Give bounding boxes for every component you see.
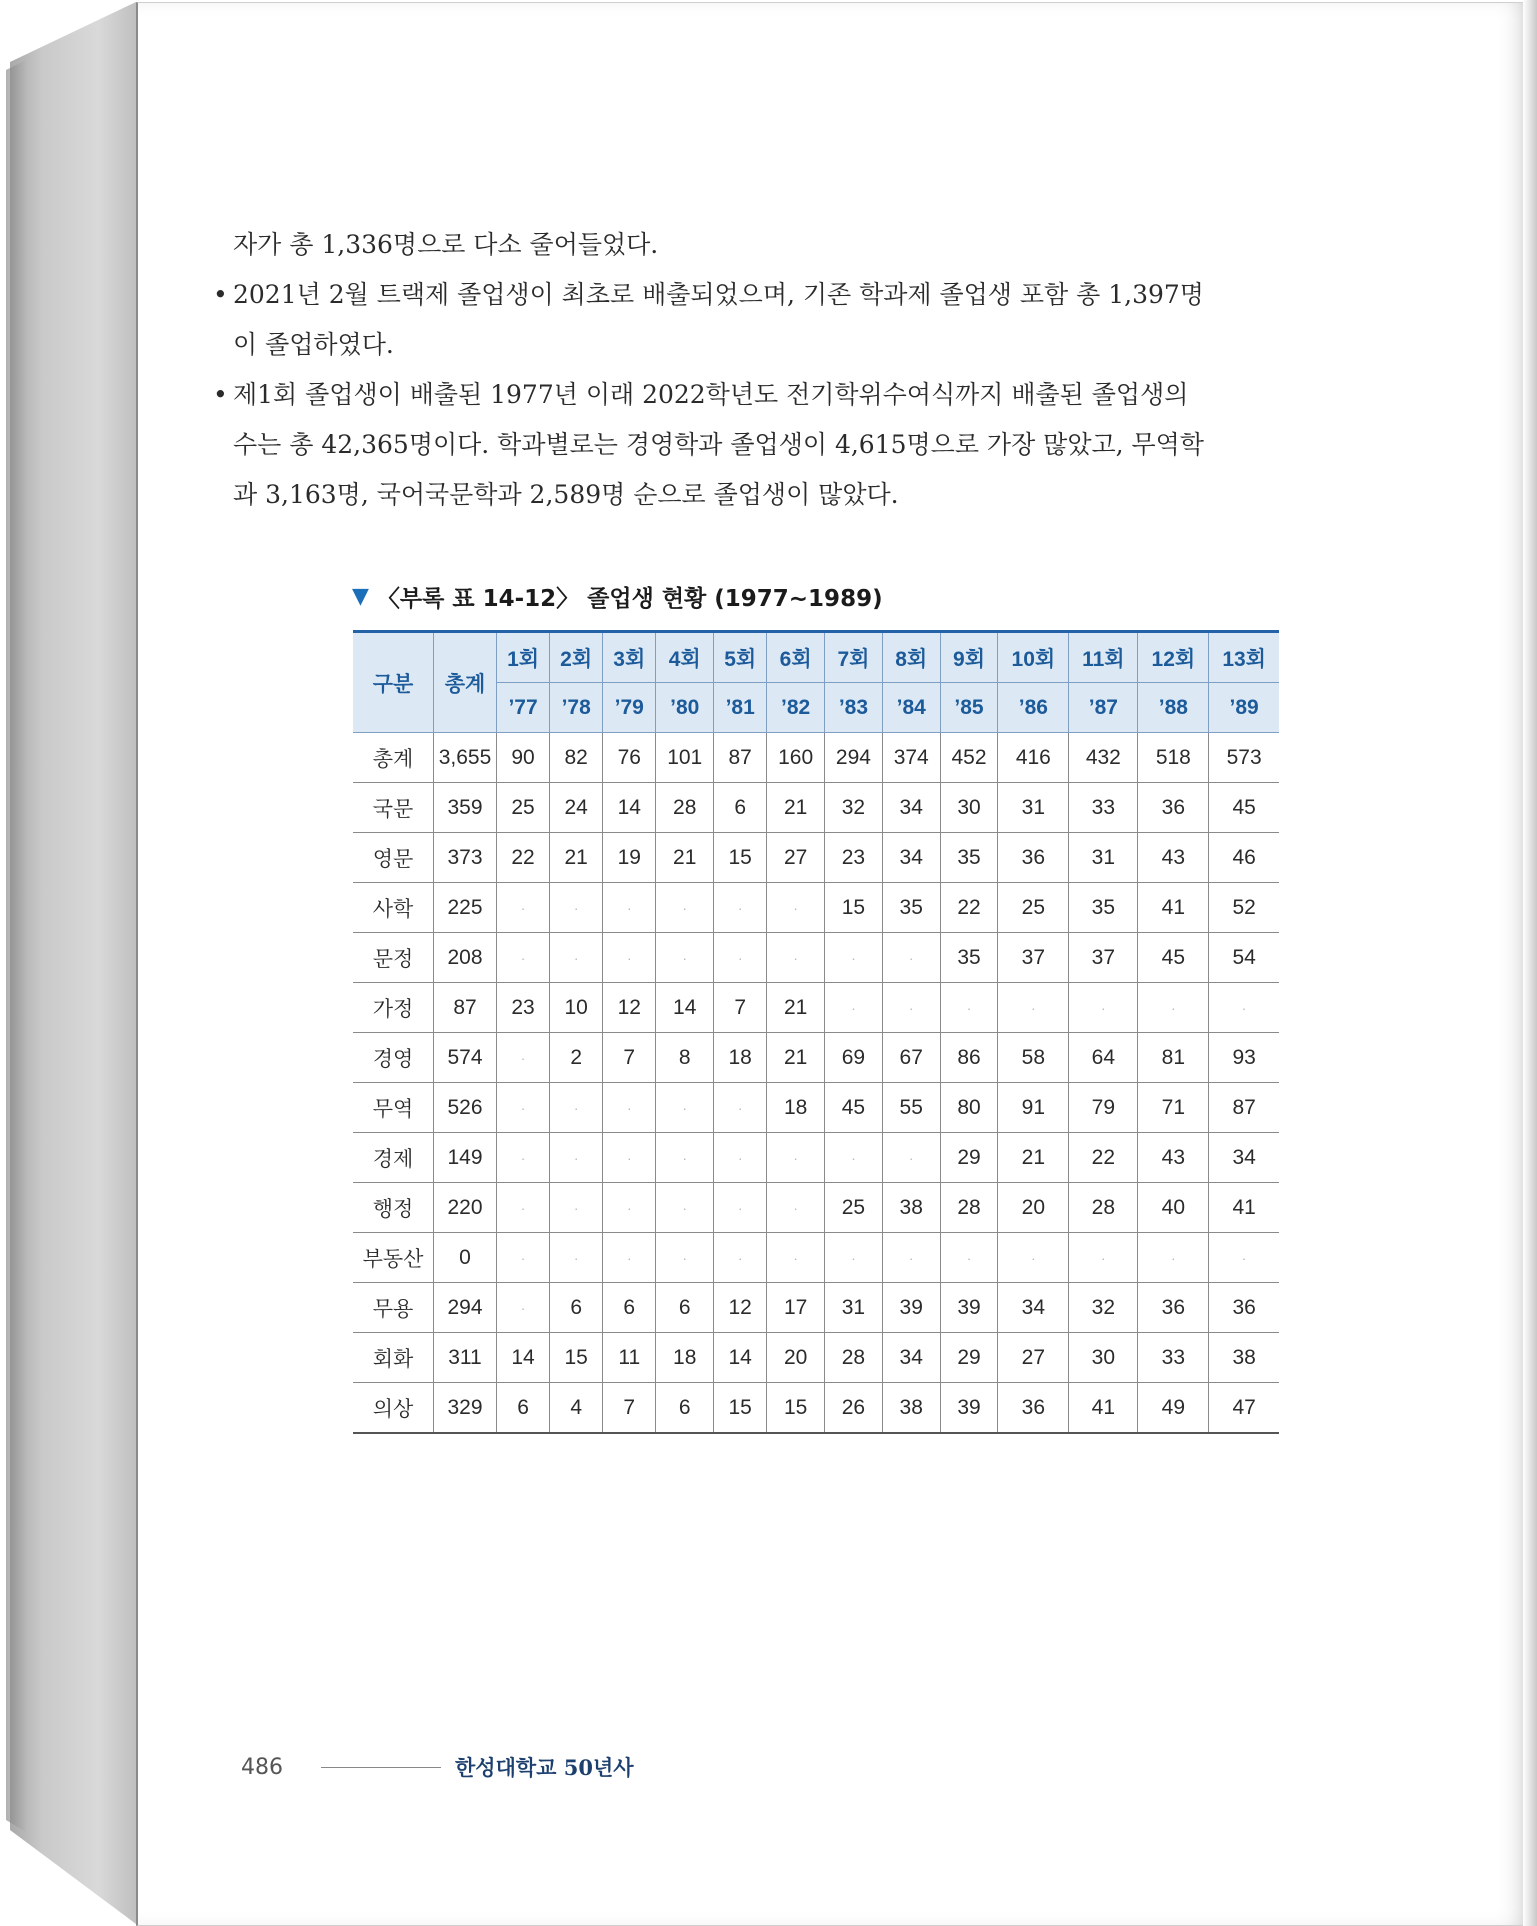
header-year: ’84 bbox=[882, 683, 940, 733]
table-cell: 15 bbox=[767, 1383, 825, 1434]
header-round: 6회 bbox=[767, 632, 825, 683]
bullet-item bbox=[213, 270, 1287, 370]
table-cell: · bbox=[656, 883, 714, 933]
table-cell: 43 bbox=[1138, 1133, 1209, 1183]
table-cell: 18 bbox=[767, 1083, 825, 1133]
row-label: 영문 bbox=[353, 833, 434, 883]
header-year: ’78 bbox=[550, 683, 603, 733]
table-cell: 15 bbox=[550, 1333, 603, 1383]
table-cell: 31 bbox=[825, 1283, 883, 1333]
table-cell: 15 bbox=[825, 883, 883, 933]
table-cell: 69 bbox=[825, 1033, 883, 1083]
table-cell: 71 bbox=[1138, 1083, 1209, 1133]
row-total: 373 bbox=[434, 833, 497, 883]
table-cell: 21 bbox=[767, 783, 825, 833]
table-cell: 37 bbox=[1069, 933, 1138, 983]
table-cell: 101 bbox=[656, 733, 714, 783]
table-cell: · bbox=[1069, 1233, 1138, 1283]
table-cell: · bbox=[656, 1083, 714, 1133]
row-total: 149 bbox=[434, 1133, 497, 1183]
table-cell: 12 bbox=[603, 983, 656, 1033]
table-cell: 28 bbox=[656, 783, 714, 833]
table-cell: 38 bbox=[1209, 1333, 1279, 1383]
table-cell: · bbox=[1138, 983, 1209, 1033]
table-cell: 18 bbox=[714, 1033, 767, 1083]
row-label: 의상 bbox=[353, 1383, 434, 1434]
table-cell: 45 bbox=[825, 1083, 883, 1133]
table-row bbox=[353, 1233, 1279, 1283]
table-cell: · bbox=[714, 1083, 767, 1133]
bullet-line: 2021년 2월 트랙제 졸업생이 최초로 배출되었으며, 기존 학과제 졸업생 포함 총 1,397명 bbox=[233, 280, 1204, 309]
header-year: ’83 bbox=[825, 683, 883, 733]
table-cell: 2 bbox=[550, 1033, 603, 1083]
header-round: 4회 bbox=[656, 632, 714, 683]
row-label: 무역 bbox=[353, 1083, 434, 1133]
table-cell: · bbox=[550, 933, 603, 983]
table-cell: 12 bbox=[714, 1283, 767, 1333]
body-text bbox=[213, 220, 1287, 520]
table-cell: 15 bbox=[714, 833, 767, 883]
row-label: 경제 bbox=[353, 1133, 434, 1183]
table-cell: 28 bbox=[1069, 1183, 1138, 1233]
header-round: 5회 bbox=[714, 632, 767, 683]
row-label: 문정 bbox=[353, 933, 434, 983]
page-footer bbox=[241, 1752, 634, 1782]
table-cell: 90 bbox=[497, 733, 550, 783]
table-cell: 6 bbox=[656, 1283, 714, 1333]
table-cell: 15 bbox=[714, 1383, 767, 1434]
table-cell: 21 bbox=[767, 1033, 825, 1083]
row-total: 574 bbox=[434, 1033, 497, 1083]
table-cell: · bbox=[825, 1133, 883, 1183]
table-cell: 6 bbox=[603, 1283, 656, 1333]
row-total: 311 bbox=[434, 1333, 497, 1383]
table-cell: 22 bbox=[497, 833, 550, 883]
table-cell: 30 bbox=[1069, 1333, 1138, 1383]
table-cell: · bbox=[825, 933, 883, 983]
header-year: ’89 bbox=[1209, 683, 1279, 733]
table-cell: · bbox=[550, 1233, 603, 1283]
table-cell: 33 bbox=[1138, 1333, 1209, 1383]
table-cell: 25 bbox=[497, 783, 550, 833]
table-cell: 86 bbox=[940, 1033, 998, 1083]
table-cell: 24 bbox=[550, 783, 603, 833]
header-year: ’82 bbox=[767, 683, 825, 733]
table-cell: 49 bbox=[1138, 1383, 1209, 1434]
table-cell: · bbox=[714, 1133, 767, 1183]
row-total: 3,655 bbox=[434, 733, 497, 783]
table-cell: · bbox=[998, 1233, 1069, 1283]
bullet-dot: • bbox=[213, 280, 228, 309]
table-cell: 10 bbox=[550, 983, 603, 1033]
table-cell: · bbox=[940, 983, 998, 1033]
table-cell: · bbox=[767, 1183, 825, 1233]
row-label: 총계 bbox=[353, 733, 434, 783]
table-cell: 39 bbox=[882, 1283, 940, 1333]
header-row-rounds bbox=[353, 632, 1279, 683]
table-cell: · bbox=[767, 883, 825, 933]
table-cell: · bbox=[550, 1083, 603, 1133]
page-edge-shadow bbox=[1523, 0, 1537, 1926]
graduates-table bbox=[353, 630, 1279, 1434]
table-cell: · bbox=[825, 1233, 883, 1283]
table-cell: · bbox=[714, 933, 767, 983]
table-cell: 41 bbox=[1138, 883, 1209, 933]
bullet-dot: • bbox=[213, 380, 228, 409]
table-cell: 28 bbox=[825, 1333, 883, 1383]
table-row bbox=[353, 1383, 1279, 1434]
table-cell: · bbox=[882, 1133, 940, 1183]
table-row bbox=[353, 883, 1279, 933]
table-title bbox=[352, 580, 883, 613]
table-cell: · bbox=[714, 1233, 767, 1283]
page-number: 486 bbox=[241, 1754, 283, 1780]
table-cell: 54 bbox=[1209, 933, 1279, 983]
table-cell: 20 bbox=[998, 1183, 1069, 1233]
table-cell: 34 bbox=[882, 783, 940, 833]
table-cell: 14 bbox=[714, 1333, 767, 1383]
table-cell: · bbox=[497, 1183, 550, 1233]
table-cell: 36 bbox=[1138, 1283, 1209, 1333]
table-cell: 33 bbox=[1069, 783, 1138, 833]
table-cell: 7 bbox=[603, 1383, 656, 1434]
table-cell: 41 bbox=[1069, 1383, 1138, 1434]
table-cell: 7 bbox=[714, 983, 767, 1033]
row-total: 359 bbox=[434, 783, 497, 833]
table-cell: 34 bbox=[998, 1283, 1069, 1333]
table-cell: · bbox=[603, 1233, 656, 1283]
table-title-text: 〈부록 표 14-12〉 졸업생 현황 (1977~1989) bbox=[376, 586, 883, 612]
table-cell: · bbox=[882, 933, 940, 983]
table-cell: 39 bbox=[940, 1283, 998, 1333]
table-cell: 76 bbox=[603, 733, 656, 783]
table-cell: 39 bbox=[940, 1383, 998, 1434]
table-cell: 36 bbox=[1209, 1283, 1279, 1333]
table-cell: · bbox=[767, 1133, 825, 1183]
table-cell: · bbox=[497, 1233, 550, 1283]
table-cell: 21 bbox=[656, 833, 714, 883]
table-cell: 25 bbox=[825, 1183, 883, 1233]
table-cell: · bbox=[603, 1133, 656, 1183]
table-cell: 30 bbox=[940, 783, 998, 833]
header-year: ’81 bbox=[714, 683, 767, 733]
table-cell: 26 bbox=[825, 1383, 883, 1434]
table-cell: 27 bbox=[998, 1333, 1069, 1383]
table-cell: 6 bbox=[656, 1383, 714, 1434]
table-cell: · bbox=[998, 983, 1069, 1033]
row-label: 무용 bbox=[353, 1283, 434, 1333]
table-cell: · bbox=[656, 1233, 714, 1283]
book-title: 한성대학교 50년사 bbox=[455, 1755, 634, 1780]
table-cell: · bbox=[603, 1183, 656, 1233]
table-cell: 47 bbox=[1209, 1383, 1279, 1434]
table-cell: 55 bbox=[882, 1083, 940, 1133]
table-cell: 7 bbox=[603, 1033, 656, 1083]
table-cell: 21 bbox=[767, 983, 825, 1033]
table-cell: 432 bbox=[1069, 733, 1138, 783]
book-spine-edge bbox=[6, 0, 26, 1926]
table-cell: 79 bbox=[1069, 1083, 1138, 1133]
table-cell: 87 bbox=[1209, 1083, 1279, 1133]
table-cell: 14 bbox=[603, 783, 656, 833]
triangle-down-icon: ▼ bbox=[352, 584, 369, 609]
bullet-line: 과 3,163명, 국어국문학과 2,589명 순으로 졸업생이 많았다. bbox=[233, 480, 899, 509]
table-cell: 8 bbox=[656, 1033, 714, 1083]
table-cell: 374 bbox=[882, 733, 940, 783]
row-total: 220 bbox=[434, 1183, 497, 1233]
table-cell: 64 bbox=[1069, 1033, 1138, 1083]
bullet-line: 이 졸업하였다. bbox=[233, 330, 394, 359]
row-label: 국문 bbox=[353, 783, 434, 833]
header-round: 7회 bbox=[825, 632, 883, 683]
table-cell: · bbox=[1138, 1233, 1209, 1283]
footer-rule bbox=[321, 1767, 441, 1768]
table-cell: 80 bbox=[940, 1083, 998, 1133]
table-row bbox=[353, 983, 1279, 1033]
header-round: 8회 bbox=[882, 632, 940, 683]
table-cell: 21 bbox=[998, 1133, 1069, 1183]
table-cell: 31 bbox=[1069, 833, 1138, 883]
table-cell: 67 bbox=[882, 1033, 940, 1083]
table-cell: 45 bbox=[1209, 783, 1279, 833]
table-cell: 25 bbox=[998, 883, 1069, 933]
row-total: 294 bbox=[434, 1283, 497, 1333]
header-year: ’88 bbox=[1138, 683, 1209, 733]
table-cell: 21 bbox=[550, 833, 603, 883]
table-cell: 14 bbox=[656, 983, 714, 1033]
table-cell: 36 bbox=[998, 833, 1069, 883]
body-line: 자가 총 1,336명으로 다소 줄어들었다. bbox=[233, 230, 659, 259]
table-cell: 22 bbox=[1069, 1133, 1138, 1183]
table-row bbox=[353, 1033, 1279, 1083]
table-cell: 6 bbox=[550, 1283, 603, 1333]
table-cell: 34 bbox=[1209, 1133, 1279, 1183]
table-row bbox=[353, 933, 1279, 983]
table-cell: 160 bbox=[767, 733, 825, 783]
table-cell: 23 bbox=[825, 833, 883, 883]
header-year: ’87 bbox=[1069, 683, 1138, 733]
table-cell: 36 bbox=[998, 1383, 1069, 1434]
table-cell: 87 bbox=[714, 733, 767, 783]
table-cell: 58 bbox=[998, 1033, 1069, 1083]
row-total: 87 bbox=[434, 983, 497, 1033]
table-row bbox=[353, 833, 1279, 883]
table-cell: 35 bbox=[940, 833, 998, 883]
table-row bbox=[353, 1283, 1279, 1333]
table-cell: 82 bbox=[550, 733, 603, 783]
table-cell: · bbox=[940, 1233, 998, 1283]
table-cell: 32 bbox=[825, 783, 883, 833]
table-cell: 40 bbox=[1138, 1183, 1209, 1233]
table-cell: · bbox=[1209, 983, 1279, 1033]
table-cell: · bbox=[656, 1133, 714, 1183]
table-cell: 11 bbox=[603, 1333, 656, 1383]
table-cell: 27 bbox=[767, 833, 825, 883]
table-cell: 29 bbox=[940, 1333, 998, 1383]
table-cell: · bbox=[603, 883, 656, 933]
table-cell: 518 bbox=[1138, 733, 1209, 783]
table-cell: · bbox=[497, 1033, 550, 1083]
header-year: ’85 bbox=[940, 683, 998, 733]
table-cell: 6 bbox=[714, 783, 767, 833]
row-label: 회화 bbox=[353, 1333, 434, 1383]
table-cell: 19 bbox=[603, 833, 656, 883]
table-cell: 31 bbox=[998, 783, 1069, 833]
table-cell: 34 bbox=[882, 1333, 940, 1383]
header-round: 3회 bbox=[603, 632, 656, 683]
table-cell: 28 bbox=[940, 1183, 998, 1233]
table-cell: · bbox=[656, 933, 714, 983]
row-total: 526 bbox=[434, 1083, 497, 1133]
table-cell: · bbox=[603, 1083, 656, 1133]
table-cell: 38 bbox=[882, 1383, 940, 1434]
table-cell: · bbox=[882, 983, 940, 1033]
table-cell: 38 bbox=[882, 1183, 940, 1233]
table-row bbox=[353, 1133, 1279, 1183]
table-cell: 45 bbox=[1138, 933, 1209, 983]
header-round: 1회 bbox=[497, 632, 550, 683]
table-cell: · bbox=[1069, 983, 1138, 1033]
table-row bbox=[353, 733, 1279, 783]
table-cell: · bbox=[767, 933, 825, 983]
table-row bbox=[353, 783, 1279, 833]
table-cell: · bbox=[767, 1233, 825, 1283]
header-round: 9회 bbox=[940, 632, 998, 683]
table-cell: · bbox=[714, 883, 767, 933]
table-cell: · bbox=[603, 933, 656, 983]
row-label: 부동산 bbox=[353, 1233, 434, 1283]
row-total: 0 bbox=[434, 1233, 497, 1283]
table-cell: 416 bbox=[998, 733, 1069, 783]
table-cell: 93 bbox=[1209, 1033, 1279, 1083]
table-cell: 52 bbox=[1209, 883, 1279, 933]
table-cell: 46 bbox=[1209, 833, 1279, 883]
table-row bbox=[353, 1083, 1279, 1133]
row-label: 가정 bbox=[353, 983, 434, 1033]
row-total: 225 bbox=[434, 883, 497, 933]
table-cell: · bbox=[497, 1283, 550, 1333]
header-total: 총계 bbox=[434, 632, 497, 733]
table-cell: · bbox=[656, 1183, 714, 1233]
bullet-line: 수는 총 42,365명이다. 학과별로는 경영학과 졸업생이 4,615명으로 가장 많았고, 무역학 bbox=[233, 430, 1204, 459]
table-row bbox=[353, 1333, 1279, 1383]
table-cell: · bbox=[550, 883, 603, 933]
table-cell: 34 bbox=[882, 833, 940, 883]
table-row bbox=[353, 1183, 1279, 1233]
table-cell: 37 bbox=[998, 933, 1069, 983]
row-label: 사학 bbox=[353, 883, 434, 933]
bullet-item bbox=[213, 370, 1287, 520]
header-year: ’86 bbox=[998, 683, 1069, 733]
table-cell: 14 bbox=[497, 1333, 550, 1383]
table-cell: · bbox=[1209, 1233, 1279, 1283]
table-cell: 22 bbox=[940, 883, 998, 933]
table-cell: 91 bbox=[998, 1083, 1069, 1133]
header-year: ’80 bbox=[656, 683, 714, 733]
header-round: 10회 bbox=[998, 632, 1069, 683]
table-cell: 6 bbox=[497, 1383, 550, 1434]
table-cell: · bbox=[550, 1183, 603, 1233]
table-cell: 4 bbox=[550, 1383, 603, 1434]
table-cell: 23 bbox=[497, 983, 550, 1033]
table-cell: 41 bbox=[1209, 1183, 1279, 1233]
header-year: ’77 bbox=[497, 683, 550, 733]
table-cell: · bbox=[497, 933, 550, 983]
header-round: 12회 bbox=[1138, 632, 1209, 683]
row-total: 329 bbox=[434, 1383, 497, 1434]
header-round: 11회 bbox=[1069, 632, 1138, 683]
table-cell: · bbox=[497, 1133, 550, 1183]
table-cell: 452 bbox=[940, 733, 998, 783]
table-cell: 35 bbox=[1069, 883, 1138, 933]
header-year: ’79 bbox=[603, 683, 656, 733]
table-cell: · bbox=[825, 983, 883, 1033]
header-round: 2회 bbox=[550, 632, 603, 683]
bullet-line: 제1회 졸업생이 배출된 1977년 이래 2022학년도 전기학위수여식까지 배출된 졸업생의 bbox=[233, 380, 1189, 409]
row-total: 208 bbox=[434, 933, 497, 983]
table-cell: 43 bbox=[1138, 833, 1209, 883]
header-round: 13회 bbox=[1209, 632, 1279, 683]
table-cell: · bbox=[497, 1083, 550, 1133]
table-cell: · bbox=[714, 1183, 767, 1233]
table-cell: · bbox=[550, 1133, 603, 1183]
table-body bbox=[353, 733, 1279, 1434]
table-cell: 18 bbox=[656, 1333, 714, 1383]
table-cell: 20 bbox=[767, 1333, 825, 1383]
table-cell: 81 bbox=[1138, 1033, 1209, 1083]
row-label: 경영 bbox=[353, 1033, 434, 1083]
table-cell: 36 bbox=[1138, 783, 1209, 833]
table-cell: 29 bbox=[940, 1133, 998, 1183]
table-cell: 294 bbox=[825, 733, 883, 783]
row-label: 행정 bbox=[353, 1183, 434, 1233]
table-cell: · bbox=[497, 883, 550, 933]
table-cell: 32 bbox=[1069, 1283, 1138, 1333]
table-cell: 573 bbox=[1209, 733, 1279, 783]
table-cell: 35 bbox=[940, 933, 998, 983]
table-cell: 17 bbox=[767, 1283, 825, 1333]
header-category: 구분 bbox=[353, 632, 434, 733]
table-cell: 35 bbox=[882, 883, 940, 933]
table-cell: · bbox=[882, 1233, 940, 1283]
table-header bbox=[353, 632, 1279, 733]
